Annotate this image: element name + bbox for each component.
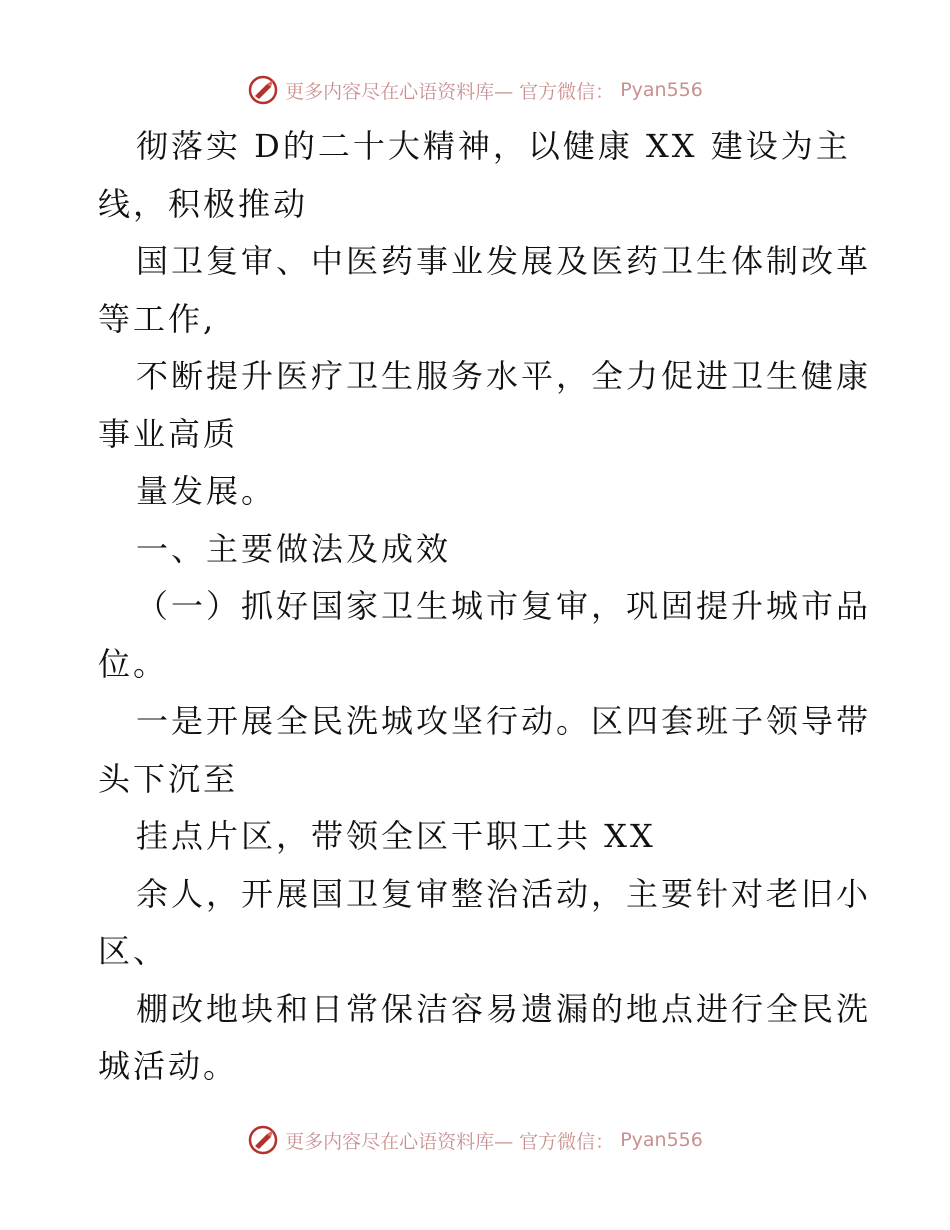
body-line: 头下沉至 [98,759,239,798]
footer-wechat-id: Pyan556 [620,1129,703,1151]
footer-wechat-label: 官方微信： [519,1130,615,1153]
header-wechat-id: Pyan556 [620,79,703,101]
header-banner [0,70,950,110]
body-line: 棚改地块和日常保洁容易遗漏的地点进行全民洗 [136,989,872,1028]
body-line: 余人，开展国卫复审整治活动，主要针对老旧小 [136,874,872,913]
document-body [98,118,872,1096]
section-heading: 一、主要做法及成效 [136,529,452,568]
body-line: 区、 [98,932,169,970]
body-line: 等工作, [98,299,217,338]
footer-banner [0,1120,950,1160]
body-line: 国卫复审、中医药事业发展及医药卫生体制改革 [136,242,872,280]
header-wechat-label: 官方微信： [519,80,615,103]
library-logo-icon [247,1124,279,1156]
body-line: 挂点片区，带领全区干职工共 XX [136,817,656,855]
body-line: 事业高质 [98,414,239,453]
footer-promo-text: 更多内容尽在心语资料库— [285,1130,514,1153]
body-line: 彻落实 D的二十大精神，以健康 XX 建设为主 [136,127,851,165]
body-line: 一是开展全民洗城攻坚行动。区四套班子领导带 [136,702,872,740]
subsection-heading: （一）抓好国家卫生城市复审，巩固提升城市品 [136,587,872,625]
body-line: 线，积极推动 [98,184,309,223]
body-line: 城活动。 [98,1047,239,1085]
header-promo-text: 更多内容尽在心语资料库— [285,80,514,103]
library-logo-icon [247,74,279,106]
body-line: 位。 [98,644,169,683]
body-line: 不断提升医疗卫生服务水平，全力促进卫生健康 [136,357,872,395]
body-line: 量发展。 [136,472,277,510]
